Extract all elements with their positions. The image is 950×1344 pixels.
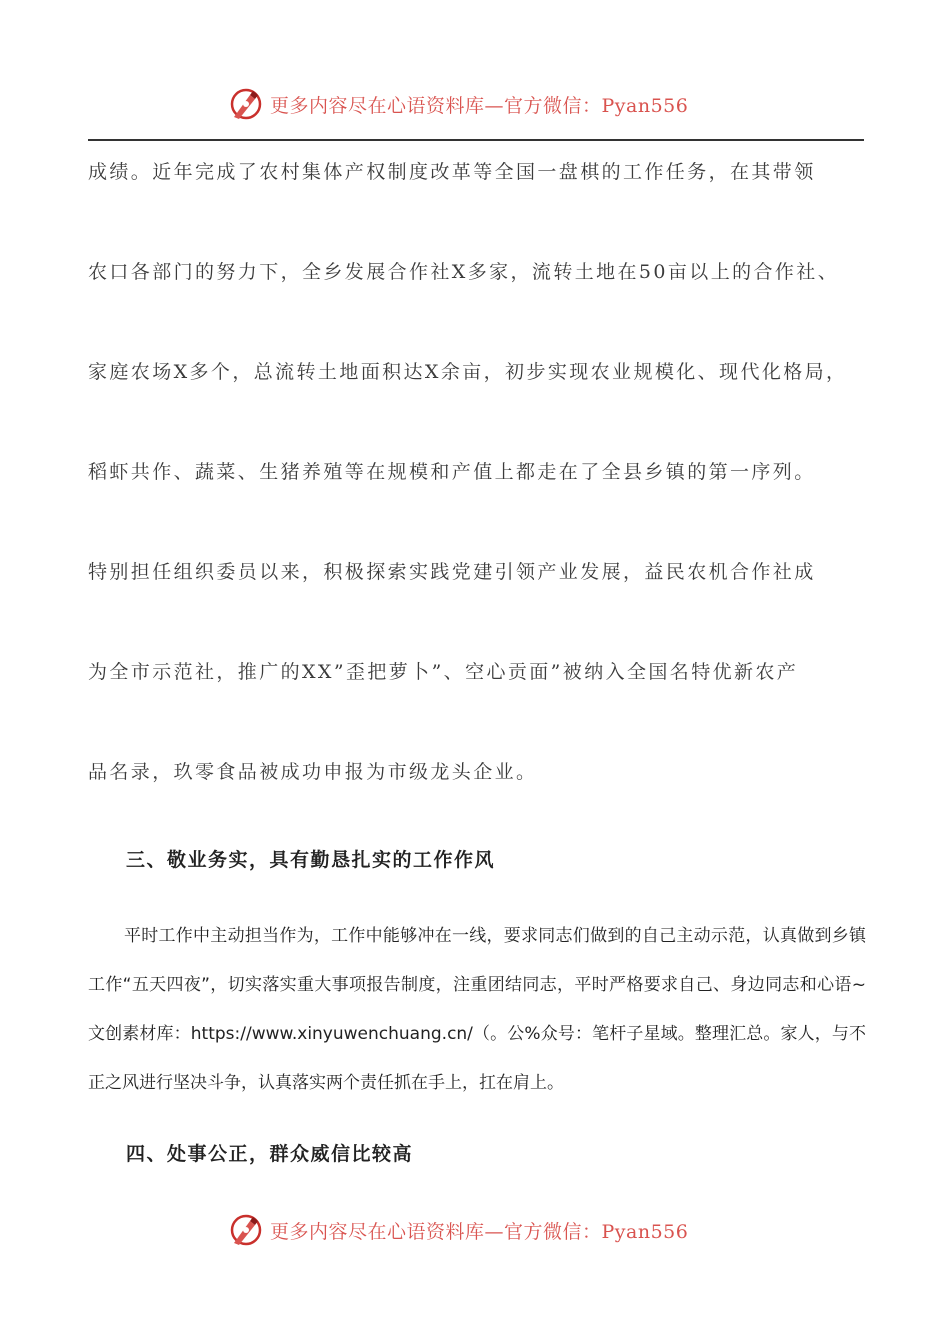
watermark-text: 更多内容尽在心语资料库—官方微信：Pyan556 <box>270 1220 689 1243</box>
pen-logo-icon <box>228 86 264 122</box>
body-line: 为全市示范社，推广的XX”歪把萝卜”、空心贡面”被纳入全国名特优新农产 <box>88 661 799 683</box>
header-watermark <box>228 84 688 124</box>
body-line: 品名录，玖零食品被成功申报为市级龙头企业。 <box>88 761 538 783</box>
footer-watermark <box>228 1210 688 1250</box>
section-heading: 三、敬业务实，具有勤恳扎实的工作作风 <box>126 849 496 871</box>
section-heading: 四、处事公正，群众威信比较高 <box>126 1143 414 1165</box>
body-line: 特别担任组织委员以来，积极探索实践党建引领产业发展，益民农机合作社成 <box>88 561 816 583</box>
pen-logo-icon <box>228 1212 264 1248</box>
body-line: 家庭农场X多个，总流转土地面积达X余亩，初步实现农业规模化、现代化格局， <box>88 361 848 383</box>
body-line: 农口各部门的努力下，全乡发展合作社X多家，流转土地在50亩以上的合作社、 <box>88 261 840 283</box>
body-line: 成绩。近年完成了农村集体产权制度改革等全国一盘棋的工作任务，在其带领 <box>88 161 816 183</box>
paragraph-text: 平时工作中主动担当作为，工作中能够冲在一线，要求同志们做到的自己主动示范，认真做到乡镇工作“五天四夜”，切实落实重大事项报告制度，注重团结同志，平时严格要求自己、身边同志和心语~文创素材库：https://www.xinyuwenchuang.cn/（。公%众号：笔杆子星域。整理汇总。家人，与不正之风进行坚决斗争，认真落实两个责任抓在手上，扛在肩上。 <box>88 926 866 1093</box>
header-divider <box>88 139 864 141</box>
section-paragraph <box>88 912 866 1108</box>
body-line: 稻虾共作、蔬菜、生猪养殖等在规模和产值上都走在了全县乡镇的第一序列。 <box>88 461 816 483</box>
watermark-text: 更多内容尽在心语资料库—官方微信：Pyan556 <box>270 94 689 117</box>
